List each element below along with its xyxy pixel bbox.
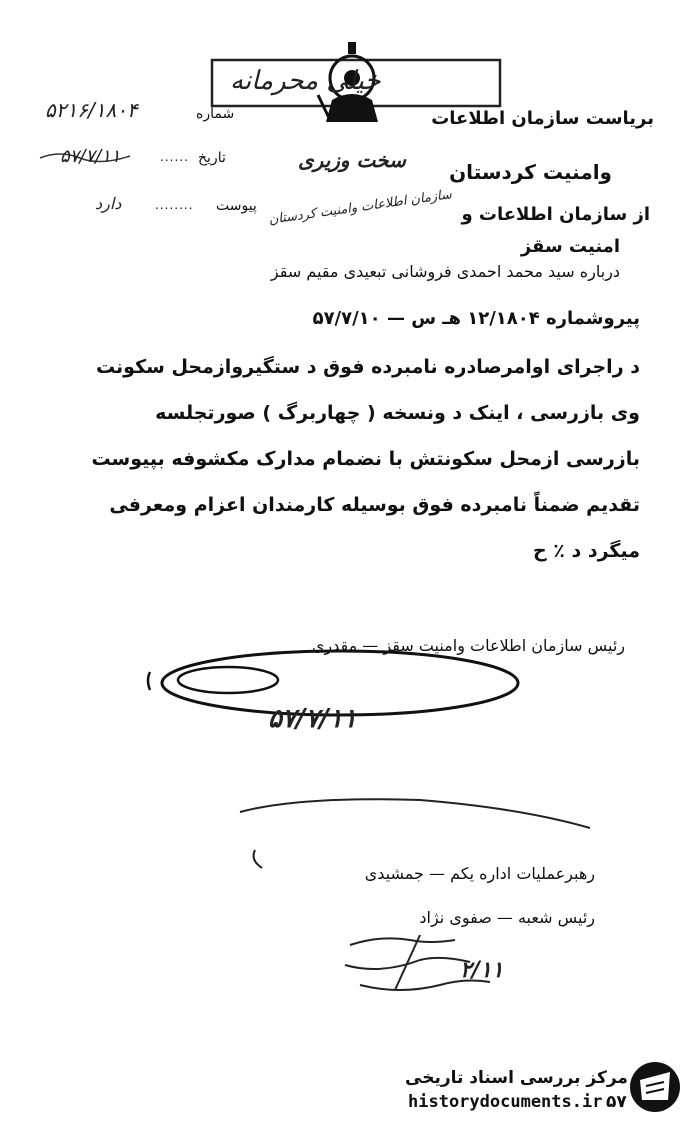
addressee-line-1: بریاست سازمان اطلاعات — [431, 108, 654, 129]
signer-line: رئیس سازمان اطلاعات وامنیت سقز — مقدری — [311, 636, 625, 655]
body-line: بازرسی ازمحل سکونتش با نضمام مدارک مکشوفه بپیوست — [91, 448, 640, 470]
archive-website: historydocuments.ir — [408, 1092, 603, 1112]
routing-line-2: رئیس شعبه — صفوی نژاد — [419, 908, 595, 927]
body-line: د راجرای اوامرصادره نامبرده فوق د ستگیروازمحل سکونت — [95, 356, 640, 378]
attachment-dots: ........ — [155, 198, 194, 212]
page-number: ۵۷ — [606, 1092, 627, 1112]
routing-bracket — [240, 799, 590, 828]
date-label: تاریخ — [198, 150, 226, 166]
number-value: ۵۲۱۶/۱۸۰۴ — [45, 98, 138, 122]
attachment-value: دارد — [95, 194, 122, 213]
body-line: وی بازرسی ، اینک د ونسخه ( چهاربرگ ) صورتجلسه — [155, 402, 640, 424]
addressee-line-3: امنیت سقز — [520, 236, 620, 257]
date-dots: ...... — [160, 150, 189, 164]
urgency-stamp: سخت وزیری — [298, 148, 406, 172]
routing-date: ۲/۱۱ — [460, 958, 504, 983]
classification-stamp-text: خیلی محرمانه — [230, 66, 381, 96]
body-line: تقدیم ضمناً نامبرده فوق بوسیله کارمندان اعزام ومعرفی — [109, 494, 640, 516]
number-label: شماره — [196, 106, 235, 122]
subject-line: درباره سید محمد احمدی فروشانی تبعیدی مقیم سقز — [270, 262, 620, 281]
archive-org-name: مرکز بررسی اسناد تاریخی — [405, 1068, 628, 1088]
agency-stamp: سازمان اطلاعات وامنیت کردستان — [267, 187, 453, 228]
routing-line-1: رهبرعملیات اداره یکم — جمشیدی — [364, 864, 595, 883]
reference-line: پیروشماره ۱۲/۱۸۰۴ هـ س — ۵۷/۷/۱۰ — [312, 308, 640, 329]
from-label: از سازمان اطلاعات و — [461, 204, 650, 225]
archive-logo-icon — [630, 1062, 680, 1112]
date-value: ۵۷/۷/۱۱ — [60, 146, 121, 167]
addressee-line-2: وامنیت کردستان — [449, 160, 612, 184]
attachment-label: پیوست — [216, 198, 257, 214]
signature-date: ۵۷/۷/۱۱ — [268, 704, 357, 734]
body-line: میگرد د ٪ ح — [532, 540, 640, 562]
